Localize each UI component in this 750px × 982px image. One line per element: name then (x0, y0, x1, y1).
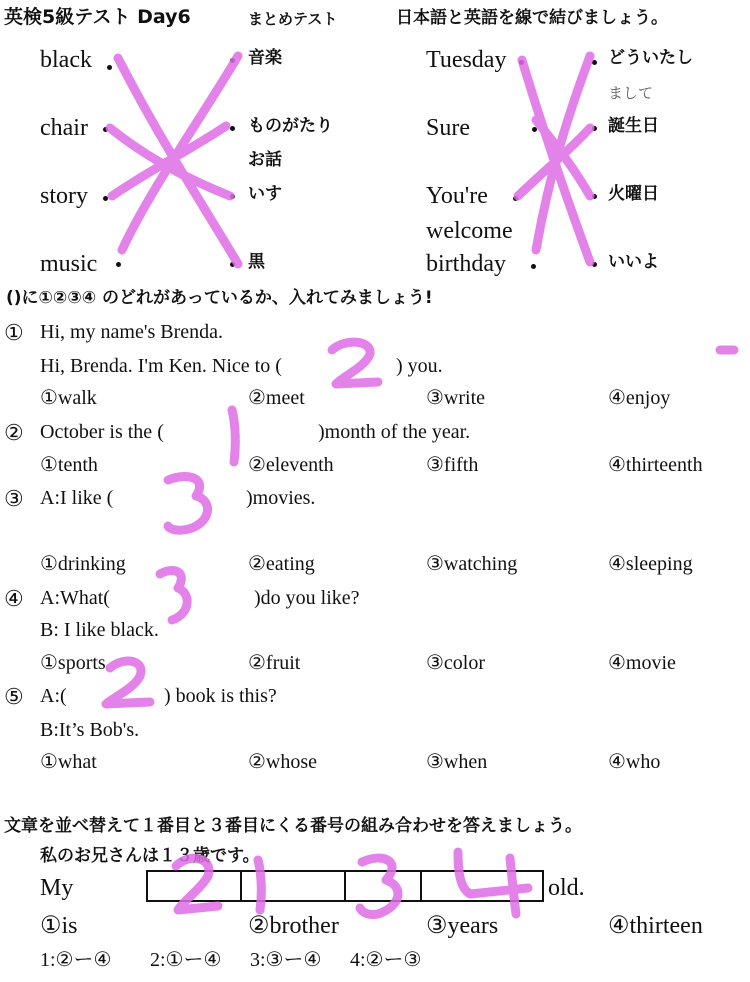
ink-digit-3 (168, 477, 208, 531)
question-line: ) you. (396, 355, 443, 377)
matching-instruction: 日本語と英語を線で結びましょう。 (396, 8, 668, 28)
option[interactable]: ④enjoy (608, 387, 671, 409)
page-title: 英検5級テスト Day6 (4, 6, 191, 28)
match-word-story: story (40, 183, 88, 209)
option[interactable]: ④thirteenth (608, 454, 703, 476)
question-line: Hi, Brenda. I'm Ken. Nice to ( (40, 355, 282, 377)
match-jp-birthday: 誕生日 (608, 116, 659, 136)
ink-digit-3 (160, 570, 187, 620)
question-line: )movies. (246, 487, 316, 509)
option[interactable]: ③write (426, 387, 486, 409)
question-line: October is the ( (40, 421, 164, 443)
match-jp-iiyo: いいよ (608, 252, 659, 272)
question-line: A:I like ( (40, 487, 114, 509)
choice[interactable]: 4:②ー③ (350, 949, 422, 971)
match-word-youre: You're (426, 183, 488, 209)
match-jp-music: 音楽 (248, 48, 282, 68)
option[interactable]: ③watching (426, 553, 518, 575)
match-jp-douitashi: どういたし (608, 48, 693, 68)
question-line: B:It’s Bob's. (40, 719, 140, 741)
match-word-birthday: birthday (426, 251, 506, 277)
section2-instruction: ()に①②③④ のどれがあっているか、入れてみましょう! (6, 288, 433, 308)
option[interactable]: ②fruit (248, 652, 301, 674)
option[interactable]: ①tenth (40, 454, 98, 476)
option[interactable]: ①drinking (40, 553, 126, 575)
option[interactable]: ②meet (248, 387, 305, 409)
match-jp-chair: いす (248, 184, 282, 204)
match-word-music: music (40, 251, 98, 277)
match-word-sure: Sure (426, 115, 470, 141)
word-option: ①is (40, 913, 78, 939)
section3-instruction: 文章を並べ替えて１番目と３番目にくる番号の組み合わせを答えましょう。 (4, 816, 582, 836)
option[interactable]: ④movie (608, 652, 676, 674)
option[interactable]: ①what (40, 751, 97, 773)
sentence-start: My (40, 875, 74, 901)
question-line: B: I like black. (40, 619, 159, 641)
question-line: ) book is this? (164, 685, 277, 707)
option[interactable]: ①sports (40, 652, 106, 674)
question-line: )do you like? (254, 587, 360, 609)
question-line: Hi, my name's Brenda. (40, 321, 224, 343)
option[interactable]: ③when (426, 751, 488, 773)
word-option: ④thirteen (608, 913, 703, 939)
choice[interactable]: 2:①ー④ (150, 949, 222, 971)
question-number: ① (4, 320, 24, 345)
ink-digit-1 (258, 860, 261, 910)
option[interactable]: ②eating (248, 553, 315, 575)
word-option: ②brother (248, 913, 339, 939)
option[interactable]: ③color (426, 652, 486, 674)
word-option: ③years (426, 913, 499, 939)
question-line: A:What( (40, 587, 110, 609)
page-subtitle: まとめテスト (248, 10, 338, 28)
option[interactable]: ④who (608, 751, 661, 773)
ink-digit-3 (360, 858, 398, 914)
option[interactable]: ②whose (248, 751, 318, 773)
question-number: ② (4, 420, 24, 445)
question-number: ⑤ (4, 684, 24, 709)
match-word-chair: chair (40, 115, 88, 141)
choice[interactable]: 3:③ー④ (250, 949, 322, 971)
match-jp-ohanashi: お話 (248, 150, 282, 170)
ink-digit-2 (176, 858, 218, 910)
choice[interactable]: 1:②ー④ (40, 949, 112, 971)
question-line: )month of the year. (318, 421, 471, 443)
match-word-welcome: welcome (426, 218, 513, 244)
ink-digit-4 (458, 852, 528, 914)
match-jp-monogatari: ものがたり (248, 116, 333, 136)
option[interactable]: ④sleeping (608, 553, 693, 575)
ink-digit-2 (106, 661, 150, 704)
option[interactable]: ③fifth (426, 454, 479, 476)
ink-digit-1 (232, 410, 235, 462)
option[interactable]: ①walk (40, 387, 97, 409)
question-line: A:( (40, 685, 67, 707)
question-number: ④ (4, 586, 24, 611)
match-word-tuesday: Tuesday (426, 47, 507, 73)
match-jp-black: 黒 (248, 252, 265, 272)
section3-prompt: 私のお兄さんは１３歳です。 (40, 846, 260, 866)
match-jp-mashite: まして (608, 84, 654, 102)
match-word-black: black (40, 47, 92, 73)
option[interactable]: ②eleventh (248, 454, 334, 476)
question-number: ③ (4, 486, 24, 511)
sentence-end: old. (548, 875, 585, 901)
match-jp-tuesday: 火曜日 (608, 184, 659, 204)
ink-digit-2 (332, 342, 378, 384)
